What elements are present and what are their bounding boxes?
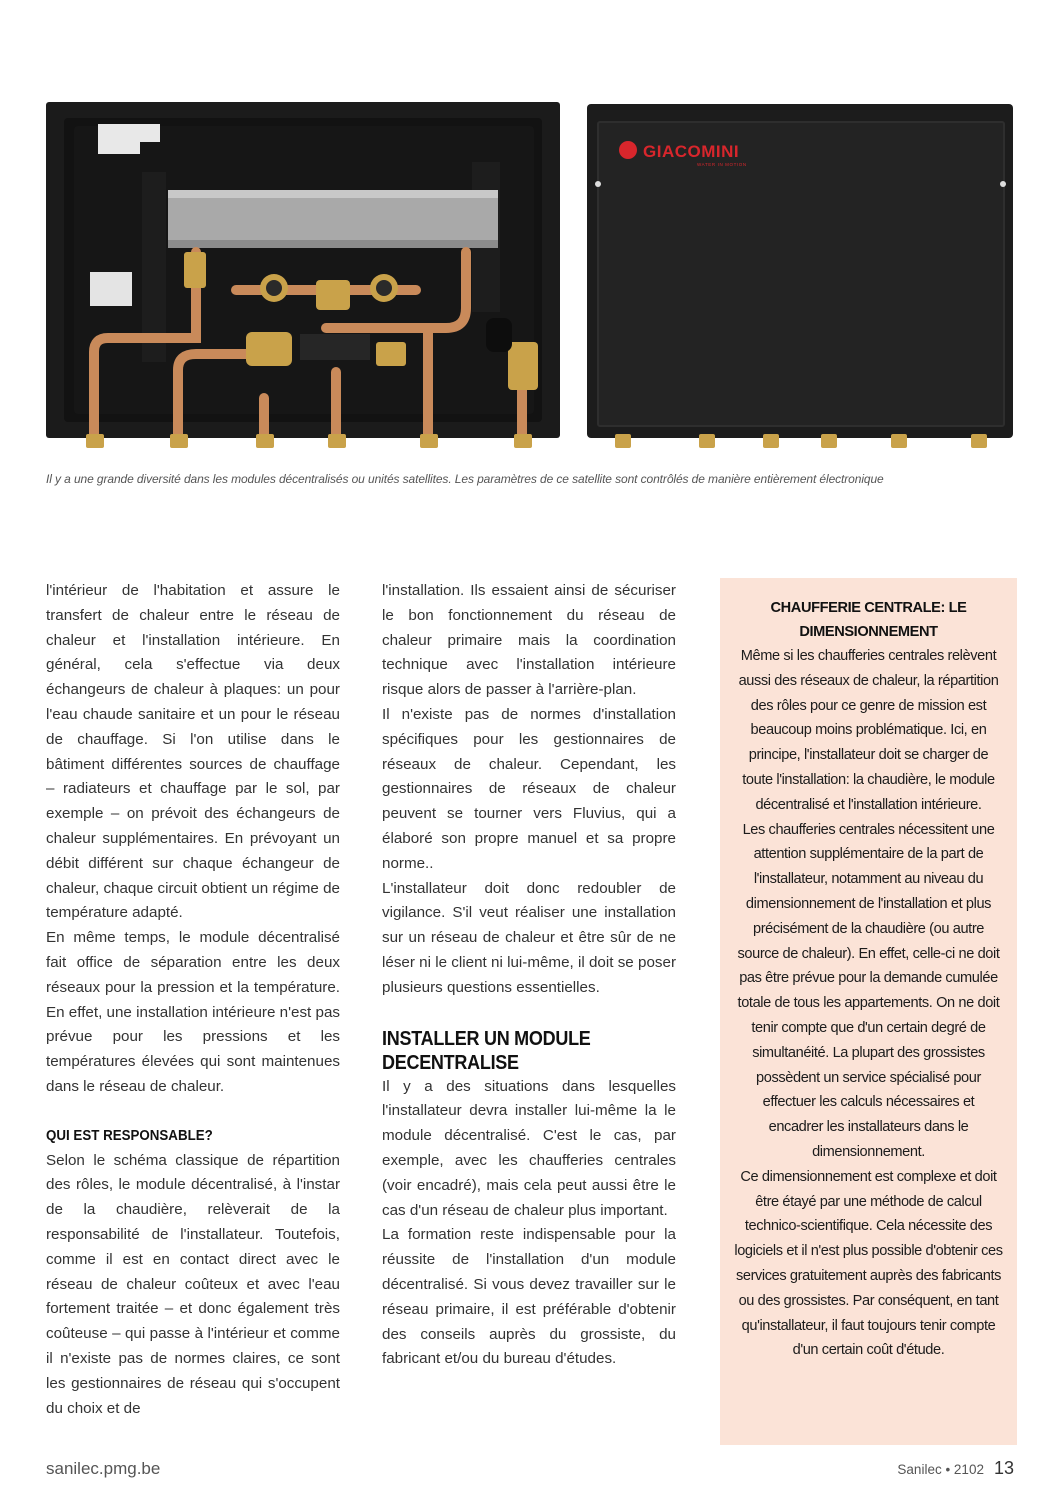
satellite-module-illustration: [46, 102, 1014, 456]
sidebar-box: [720, 578, 1017, 1445]
paragraph: En même temps, le module décentralisé fait office de séparation entre les deux réseaux pour la pression et la température. En effet, une installation intérieure n'est pas prévue pour les pressions et les températures élevées qui sont maintenues dans le réseau de chaleur.: [46, 929, 340, 1095]
brand-logo-text: GIACOMINI: [643, 142, 740, 161]
open-module: [46, 102, 560, 448]
sidebar-title: CHAUFFERIE CENTRALE: LE DIMENSIONNEMENT: [770, 600, 967, 640]
website-link[interactable]: sanilec.pmg.be: [46, 1459, 161, 1478]
sidebar-paragraph: Les chaufferies centrales nécessitent une attention supplémentaire de la part de l'installateur, notamment au niveau du dimensionnement de l'installation et plus précisément de la chaudière (ou autre source de chaleur). En effet, celle-ci ne doit pas être prévue pour la demande cumulée totale de tous les appartements. On ne doit tenir compte que d'un certain degré de simultanéité. La plupart des grossistes possèdent un service spécialisé pour effectuer les calculs nécessaires et encadrer les installateurs dans le dimensionnement.: [737, 821, 1000, 1160]
paragraph: l'installation. Ils essaient ainsi de sécuriser le bon fonctionnement du réseau de chaleur primaire mais la coordination technique avec l'installation intérieure risque alors de passer à l'arrière-plan.: [382, 582, 676, 699]
brand-tagline: WATER IN MOTION: [697, 162, 747, 167]
product-photo: [46, 102, 1014, 456]
paragraph: Selon le schéma classique de répartition des rôles, le module décentralisé, à l'instar de la chaudière, relèverait de la responsabilité de l'installateur. Toutefois, comme il est en contact direct avec le réseau de chaleur coûteux et avec l'eau fortement traitée – et donc également très coûteuse – qui passe à l'intérieur et comme il n'existe pas de normes claires, ce sont les gestionnaires de réseau qui s'occupent du choix et de: [46, 1151, 340, 1417]
paragraph: l'intérieur de l'habitation et assure le transfert de chaleur entre le réseau de chaleur et l'installation intérieure. En général, cela s'effectue via deux échangeurs de chaleur à plaques: un pour l'eau chaude sanitaire et un pour le réseau de chauffage. Si l'on utilise dans le bâtiment différentes sources de chauffage – radiateurs et chauffage par le sol, par exemple – on prévoit des échangeurs de chaleur supplémentaires. En prévoyant un débit différent sur chaque échangeur de chaleur, chaque circuit obtient un régime de température adapté.: [46, 582, 340, 922]
issue-label: Sanilec • 2102: [897, 1462, 984, 1477]
paragraph: Il n'existe pas de normes d'installation spécifiques pour les gestionnaires de réseaux de chaleur. Cependant, les gestionnaires de réseaux de chaleur peuvent se tourner vers Fluvius, qui a élaboré son propre manuel et sa propre norme..: [382, 705, 676, 872]
paragraph: Il y a des situations dans lesquelles l'installateur devra installer lui-même la le module décentralisé. C'est le cas, par exemple, avec les chaufferies centrales (voir encadré), mais cela peut aussi être le cas d'un réseau de chaleur plus important.: [382, 1077, 676, 1219]
figure-caption: Il y a une grande diversité dans les modules décentralisés ou unités satellites. Les paramètres de ce satellite sont contrôlés de manière entièrement électronique: [46, 472, 884, 486]
text-column-2: [382, 579, 676, 1372]
page-footer: [897, 1458, 1014, 1479]
sidebar-paragraph: Ce dimensionnement est complexe et doit être étayé par une méthode de calcul technico-scientifique. Cela nécessite des logiciels et il n'est plus possible d'obtenir ces services gratuitement auprès des fabricants ou des grossistes. Par conséquent, en tant qu'installateur, il faut toujours tenir compte d'un certain coût d'étude.: [734, 1168, 1003, 1359]
section-heading: INSTALLER UN MODULE DECENTRALISE: [382, 1027, 591, 1074]
page-number: 13: [993, 1458, 1014, 1478]
paragraph: La formation reste indispensable pour la réussite de l'installation d'un module décentralisé. Si vous devez travailler sur le réseau primaire, il est préférable d'obtenir des conseils auprès du grossiste, du fabricant et/ou du bureau d'études.: [382, 1226, 676, 1368]
text-column-1: [46, 579, 340, 1421]
paragraph: L'installateur doit donc redoubler de vigilance. S'il veut réaliser une installation sur un réseau de chaleur et être sûr de ne léser ni le client ni lui-même, il doit se poser plusieurs questions essentielles.: [382, 879, 676, 996]
sidebar-paragraph: Même si les chaufferies centrales relèvent aussi des réseaux de chaleur, la répartition des rôles pour ce genre de mission est beaucoup moins problématique. Ici, en principe, l'installateur doit se charger de toute l'installation: la chaudière, le module décentralisé et l'installation intérieure.: [738, 648, 999, 813]
subheading: QUI EST RESPONSABLE?: [46, 1127, 213, 1144]
